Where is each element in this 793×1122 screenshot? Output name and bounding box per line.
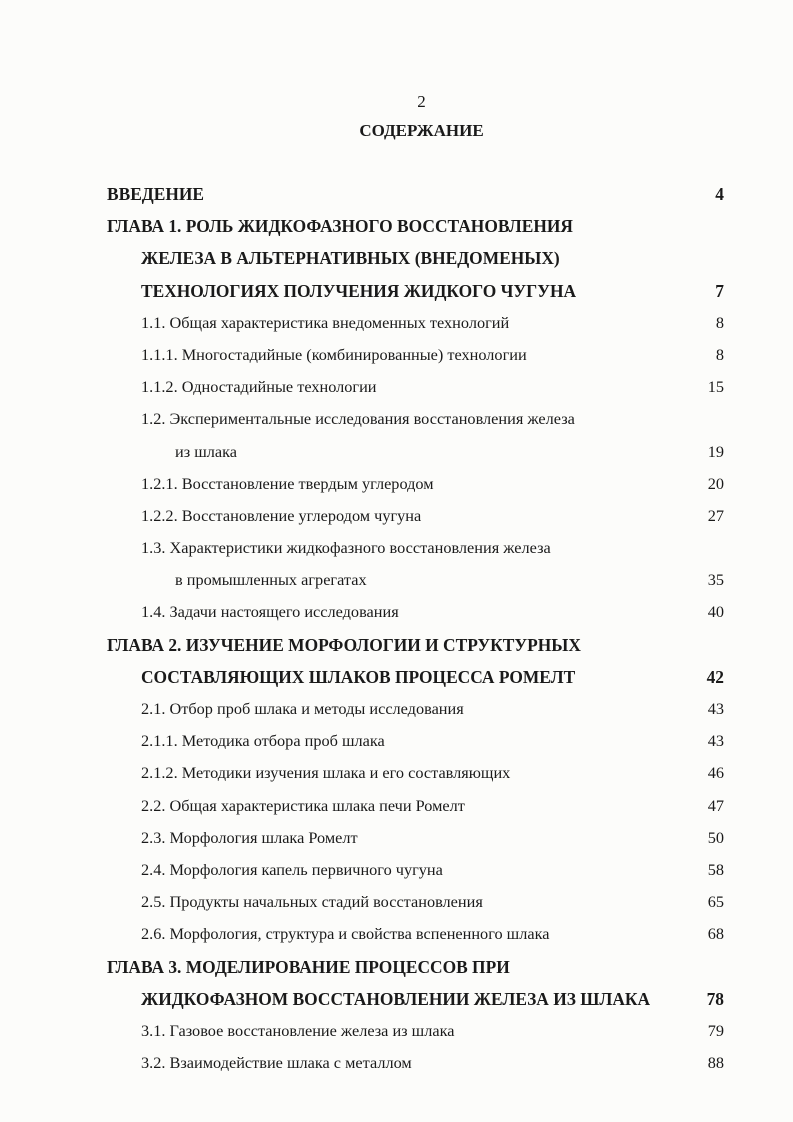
toc-entry-page: 68 bbox=[707, 924, 724, 944]
toc-entry bbox=[0, 986, 793, 1018]
toc-entry bbox=[0, 760, 793, 792]
toc-entry bbox=[0, 213, 793, 245]
toc-entry-page: 20 bbox=[707, 473, 724, 493]
toc-entry-title: в промышленных агрегатах bbox=[175, 570, 367, 590]
toc-entry-title: 2.3. Морфология шлака Ромелт bbox=[141, 827, 358, 847]
toc-heading: СОДЕРЖАНИЕ bbox=[359, 121, 484, 140]
toc-entry-page: 58 bbox=[707, 859, 724, 879]
toc-entry-page: 79 bbox=[707, 1020, 724, 1040]
toc-entry bbox=[0, 245, 793, 277]
toc-entry bbox=[0, 342, 793, 374]
toc-entry-page: 43 bbox=[707, 699, 724, 718]
toc-entry bbox=[0, 921, 793, 953]
toc-entry-title: 2.1.1. Методика отбора проб шлака bbox=[141, 731, 385, 751]
toc-entry bbox=[0, 374, 793, 406]
toc-entry-title: 2.5. Продукты начальных стадий восстановления bbox=[141, 892, 483, 912]
toc-entry-page: 35 bbox=[707, 570, 724, 590]
toc-entry bbox=[0, 954, 793, 986]
toc-entry-page: 46 bbox=[707, 763, 724, 783]
toc-entry-page: 27 bbox=[707, 505, 724, 525]
toc-entry-page: 40 bbox=[707, 602, 724, 622]
toc-entry bbox=[0, 439, 793, 471]
toc-entry bbox=[0, 471, 793, 503]
toc-entry-title: 2.6. Морфология, структура и свойства вспененного шлака bbox=[141, 924, 550, 944]
toc-entry-page: 50 bbox=[707, 827, 724, 847]
toc-entry-title: ЖЕЛЕЗА В АЛЬТЕРНАТИВНЫХ (ВНЕДОМЕНЫХ) bbox=[141, 248, 560, 269]
toc-entry-title: 1.3. Характеристики жидкофазного восстановления железа bbox=[141, 538, 551, 558]
toc-entry-page: 7 bbox=[715, 280, 724, 301]
toc-entry-page: 15 bbox=[707, 377, 724, 397]
toc-entry-title: 3.2. Взаимодействие шлака с металлом bbox=[141, 1053, 412, 1073]
toc-entry bbox=[0, 857, 793, 889]
toc-entry-title: 3.1. Газовое восстановление железа из шлака bbox=[141, 1020, 455, 1040]
table-of-contents bbox=[0, 181, 793, 1082]
toc-entry-title: ГЛАВА 2. ИЗУЧЕНИЕ МОРФОЛОГИИ И СТРУКТУРНЫХ bbox=[107, 634, 581, 655]
toc-entry-title: ГЛАВА 1. РОЛЬ ЖИДКОФАЗНОГО ВОССТАНОВЛЕНИЯ bbox=[107, 216, 573, 237]
toc-entry-page: 43 bbox=[707, 731, 724, 751]
toc-entry-title: 1.1. Общая характеристика внедоменных технологий bbox=[141, 312, 510, 332]
toc-entry-page: 4 bbox=[715, 184, 724, 204]
toc-entry-page: 78 bbox=[706, 988, 724, 1009]
toc-entry bbox=[0, 728, 793, 760]
toc-entry-page: 65 bbox=[707, 892, 724, 912]
toc-entry-page: 47 bbox=[707, 795, 724, 815]
toc-entry bbox=[0, 278, 793, 310]
toc-entry bbox=[0, 1018, 793, 1050]
toc-entry-title: 2.1.2. Методики изучения шлака и его составляющих bbox=[141, 763, 511, 783]
toc-entry-title: 1.4. Задачи настоящего исследования bbox=[141, 602, 399, 622]
toc-entry-title: 2.2. Общая характеристика шлака печи Ромелт bbox=[141, 795, 465, 815]
toc-entry-title: ТЕХНОЛОГИЯХ ПОЛУЧЕНИЯ ЖИДКОГО ЧУГУНА bbox=[141, 280, 577, 301]
toc-entry bbox=[0, 825, 793, 857]
toc-entry-title: ЖИДКОФАЗНОМ ВОССТАНОВЛЕНИИ ЖЕЛЕЗА ИЗ ШЛАКА bbox=[141, 988, 651, 1009]
toc-entry-title: 1.2.2. Восстановление углеродом чугуна bbox=[141, 505, 422, 525]
toc-entry bbox=[0, 696, 793, 728]
toc-entry bbox=[0, 599, 793, 631]
toc-entry bbox=[0, 503, 793, 535]
toc-entry-title: 1.1.1. Многостадийные (комбинированные) технологии bbox=[141, 344, 527, 364]
toc-entry bbox=[0, 664, 793, 696]
toc-entry-page: 42 bbox=[706, 666, 724, 687]
toc-entry-page: 88 bbox=[707, 1053, 724, 1073]
toc-entry bbox=[0, 535, 793, 567]
toc-entry-title: 1.1.2. Одностадийные технологии bbox=[141, 377, 377, 397]
toc-entry bbox=[0, 181, 793, 213]
toc-entry-title: ВВЕДЕНИЕ bbox=[107, 184, 205, 204]
toc-entry-title: СОСТАВЛЯЮЩИХ ШЛАКОВ ПРОЦЕССА РОМЕЛТ bbox=[141, 666, 576, 687]
toc-entry-title: 2.1. Отбор проб шлака и методы исследования bbox=[141, 699, 464, 718]
toc-entry-title: 1.2.1. Восстановление твердым углеродом bbox=[141, 473, 434, 493]
page-number: 2 bbox=[417, 92, 426, 111]
toc-entry-title: ГЛАВА 3. МОДЕЛИРОВАНИЕ ПРОЦЕССОВ ПРИ bbox=[107, 956, 510, 977]
toc-entry-page: 8 bbox=[715, 344, 724, 364]
toc-entry bbox=[0, 567, 793, 599]
toc-entry bbox=[0, 632, 793, 664]
toc-entry bbox=[0, 889, 793, 921]
toc-entry-title: 1.2. Экспериментальные исследования восстановления железа bbox=[141, 409, 575, 429]
toc-entry-title: 2.4. Морфология капель первичного чугуна bbox=[141, 859, 443, 879]
toc-entry bbox=[0, 310, 793, 342]
toc-entry-page: 8 bbox=[715, 312, 724, 332]
toc-entry bbox=[0, 1050, 793, 1082]
toc-entry-title: из шлака bbox=[175, 441, 237, 461]
toc-entry-page: 19 bbox=[707, 441, 724, 461]
toc-entry bbox=[0, 406, 793, 438]
toc-entry bbox=[0, 793, 793, 825]
